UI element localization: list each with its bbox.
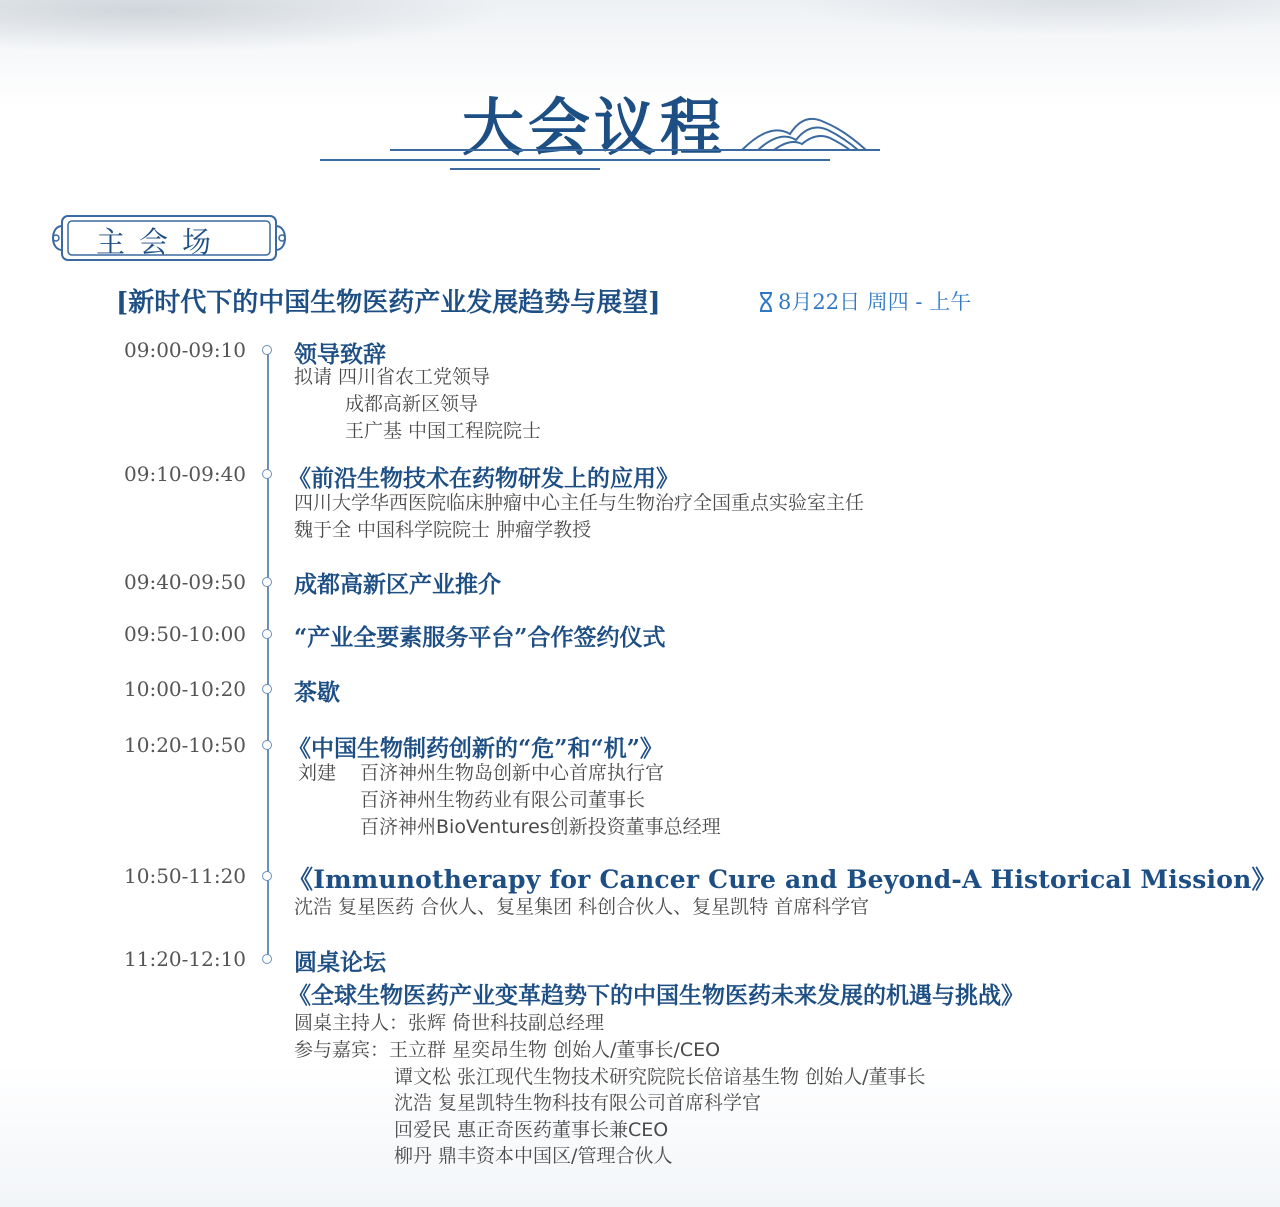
timeline-dot <box>262 871 272 881</box>
agenda-detail: 柳丹 鼎丰资本中国区/管理合伙人 <box>394 1145 673 1167</box>
agenda-detail: 参与嘉宾：王立群 星奕昂生物 创始人/董事长/CEO <box>294 1039 721 1061</box>
agenda-time: 09:40-09:50 <box>124 570 247 594</box>
agenda-title: 成都高新区产业推介 <box>294 571 501 598</box>
agenda-detail: 沈浩 复星医药 合伙人、复星集团 科创合伙人、复星凯特 首席科学官 <box>294 896 870 918</box>
timeline-line <box>267 352 269 960</box>
agenda-detail: 刘建 <box>298 762 337 784</box>
agenda-time: 09:50-10:00 <box>124 622 247 646</box>
agenda-title: 《前沿生物技术在药物研发上的应用》 <box>288 465 679 492</box>
agenda-time: 11:20-12:10 <box>124 947 247 971</box>
agenda-time: 10:20-10:50 <box>124 733 247 757</box>
timeline-dot <box>262 577 272 587</box>
agenda-title: 圆桌论坛 <box>294 949 386 976</box>
agenda-detail: 百济神州BioVentures创新投资董事总经理 <box>360 816 721 838</box>
agenda-time: 09:10-09:40 <box>124 462 247 486</box>
agenda-time: 10:00-10:20 <box>124 677 247 701</box>
agenda-detail: 王广基 中国工程院院士 <box>345 420 542 442</box>
agenda-detail: 圆桌主持人：张辉 倚世科技副总经理 <box>294 1012 605 1034</box>
timeline-dot <box>262 954 272 964</box>
session-time-text: 8月22日 周四 - 上午 <box>778 290 972 314</box>
agenda-detail: 魏于全 中国科学院院士 肿瘤学教授 <box>294 519 592 541</box>
session-title: [新时代下的中国生物医药产业发展趋势与展望] <box>116 288 661 318</box>
hourglass-icon <box>758 292 774 312</box>
agenda-subtitle: 《全球生物医药产业变革趋势下的中国生物医药未来发展的机遇与挑战》 <box>288 982 1024 1009</box>
venue-badge: 主会场 <box>96 225 226 259</box>
agenda-detail: 百济神州生物岛创新中心首席执行官 <box>360 762 665 784</box>
agenda-detail: 四川大学华西医院临床肿瘤中心主任与生物治疗全国重点实验室主任 <box>294 492 865 514</box>
agenda-detail: 拟请 四川省农工党领导 <box>294 366 491 388</box>
timeline-dot <box>262 740 272 750</box>
agenda-title: 《中国生物制药创新的“危”和“机”》 <box>288 735 663 762</box>
timeline-dot <box>262 629 272 639</box>
title-underline-decoration <box>0 0 1280 180</box>
agenda-detail: 谭文松 张江现代生物技术研究院院长倍谙基生物 创始人/董事长 <box>394 1066 926 1088</box>
agenda-detail: 沈浩 复星凯特生物科技有限公司首席科学官 <box>394 1092 762 1114</box>
agenda-detail: 回爱民 惠正奇医药董事长兼CEO <box>394 1119 669 1141</box>
timeline-dot <box>262 469 272 479</box>
agenda-detail: 百济神州生物药业有限公司董事长 <box>360 789 646 811</box>
agenda-time: 09:00-09:10 <box>124 338 247 362</box>
agenda-title: 茶歇 <box>294 679 340 706</box>
agenda-time: 10:50-11:20 <box>124 864 247 888</box>
session-time <box>758 286 971 316</box>
timeline-dot <box>262 345 272 355</box>
agenda-detail: 成都高新区领导 <box>345 393 479 415</box>
agenda-title: “产业全要素服务平台”合作签约仪式 <box>294 624 666 651</box>
timeline-dot <box>262 684 272 694</box>
mountain-icon <box>740 112 870 154</box>
agenda-title: 领导致辞 <box>294 341 386 368</box>
page-title: 大会议程 <box>462 91 727 164</box>
agenda-title: 《Immunotherapy for Cancer Cure and Beyond-A Historical Mission》 <box>288 865 1277 894</box>
